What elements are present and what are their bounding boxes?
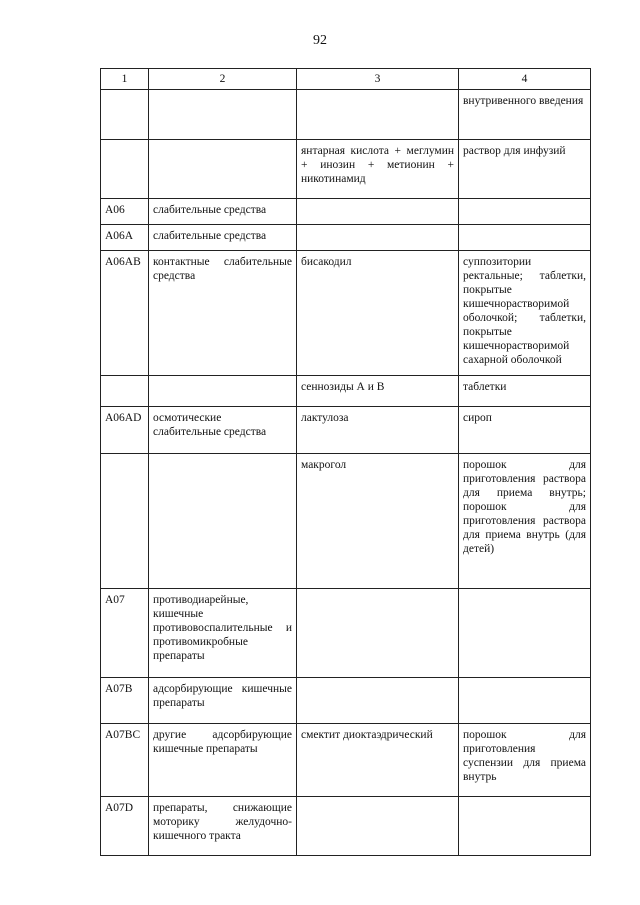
atc-code-cell — [101, 376, 149, 407]
table-row — [101, 140, 591, 199]
table-row — [101, 589, 591, 678]
dosage-form-cell — [459, 199, 591, 225]
substance-cell: лактулоза — [297, 407, 459, 454]
atc-code-cell: A07BC — [101, 724, 149, 797]
substance-cell — [297, 90, 459, 140]
dosage-form-cell: порошок для приготовления суспензии для приема внутрь — [459, 724, 591, 797]
table-row — [101, 376, 591, 407]
substance-cell — [297, 589, 459, 678]
dosage-form-cell: суппозитории ректальные; таблетки, покрытые кишечнорастворимой оболочкой; таблетки, покрытые кишечнорастворимой сахарной оболочкой — [459, 251, 591, 376]
group-cell: другие адсорбирующие кишечные препараты — [149, 724, 297, 797]
group-cell: препараты, снижающие моторику желудочно-кишечного тракта — [149, 797, 297, 856]
dosage-form-cell: внутривенного введения — [459, 90, 591, 140]
atc-code-cell: A06 — [101, 199, 149, 225]
substance-cell — [297, 797, 459, 856]
dosage-form-cell — [459, 225, 591, 251]
dosage-form-cell: порошок для приготовления раствора для приема внутрь; порошок для приготовления раствора для приема внутрь (для детей) — [459, 454, 591, 589]
substance-cell: янтарная кислота + меглумин + инозин + метионин + никотинамид — [297, 140, 459, 199]
atc-code-cell: A06AB — [101, 251, 149, 376]
column-header: 2 — [149, 69, 297, 90]
dosage-form-cell — [459, 678, 591, 724]
group-cell — [149, 140, 297, 199]
dosage-form-cell: таблетки — [459, 376, 591, 407]
group-cell: противодиарейные, кишечные противовоспалительные и противомикробные препараты — [149, 589, 297, 678]
group-cell — [149, 454, 297, 589]
substance-cell: бисакодил — [297, 251, 459, 376]
table-row — [101, 454, 591, 589]
dosage-form-cell: раствор для инфузий — [459, 140, 591, 199]
column-header: 3 — [297, 69, 459, 90]
page-number: 92 — [313, 33, 327, 48]
table-row — [101, 678, 591, 724]
group-cell: слабительные средства — [149, 225, 297, 251]
table-row — [101, 90, 591, 140]
dosage-form-cell — [459, 797, 591, 856]
table-row — [101, 407, 591, 454]
column-header: 4 — [459, 69, 591, 90]
table-row — [101, 797, 591, 856]
group-cell: осмотические слабительные средства — [149, 407, 297, 454]
atc-code-cell: A07 — [101, 589, 149, 678]
group-cell — [149, 376, 297, 407]
atc-code-cell: A06AD — [101, 407, 149, 454]
substance-cell: сеннозиды А и В — [297, 376, 459, 407]
atc-code-cell — [101, 454, 149, 589]
table-row — [101, 724, 591, 797]
table-row — [101, 251, 591, 376]
substance-cell: макрогол — [297, 454, 459, 589]
dosage-form-cell — [459, 589, 591, 678]
atc-code-cell — [101, 140, 149, 199]
substance-cell — [297, 199, 459, 225]
group-cell: контактные слабительные средства — [149, 251, 297, 376]
group-cell: адсорбирующие кишечные препараты — [149, 678, 297, 724]
atc-code-cell: A07B — [101, 678, 149, 724]
table-header — [101, 69, 591, 90]
column-header: 1 — [101, 69, 149, 90]
drug-table — [100, 68, 591, 856]
substance-cell — [297, 225, 459, 251]
table-row — [101, 225, 591, 251]
atc-code-cell — [101, 90, 149, 140]
substance-cell — [297, 678, 459, 724]
group-cell — [149, 90, 297, 140]
group-cell: слабительные средства — [149, 199, 297, 225]
atc-code-cell: A07D — [101, 797, 149, 856]
dosage-form-cell: сироп — [459, 407, 591, 454]
substance-cell: смектит диоктаэдрический — [297, 724, 459, 797]
table-row — [101, 199, 591, 225]
atc-code-cell: A06A — [101, 225, 149, 251]
